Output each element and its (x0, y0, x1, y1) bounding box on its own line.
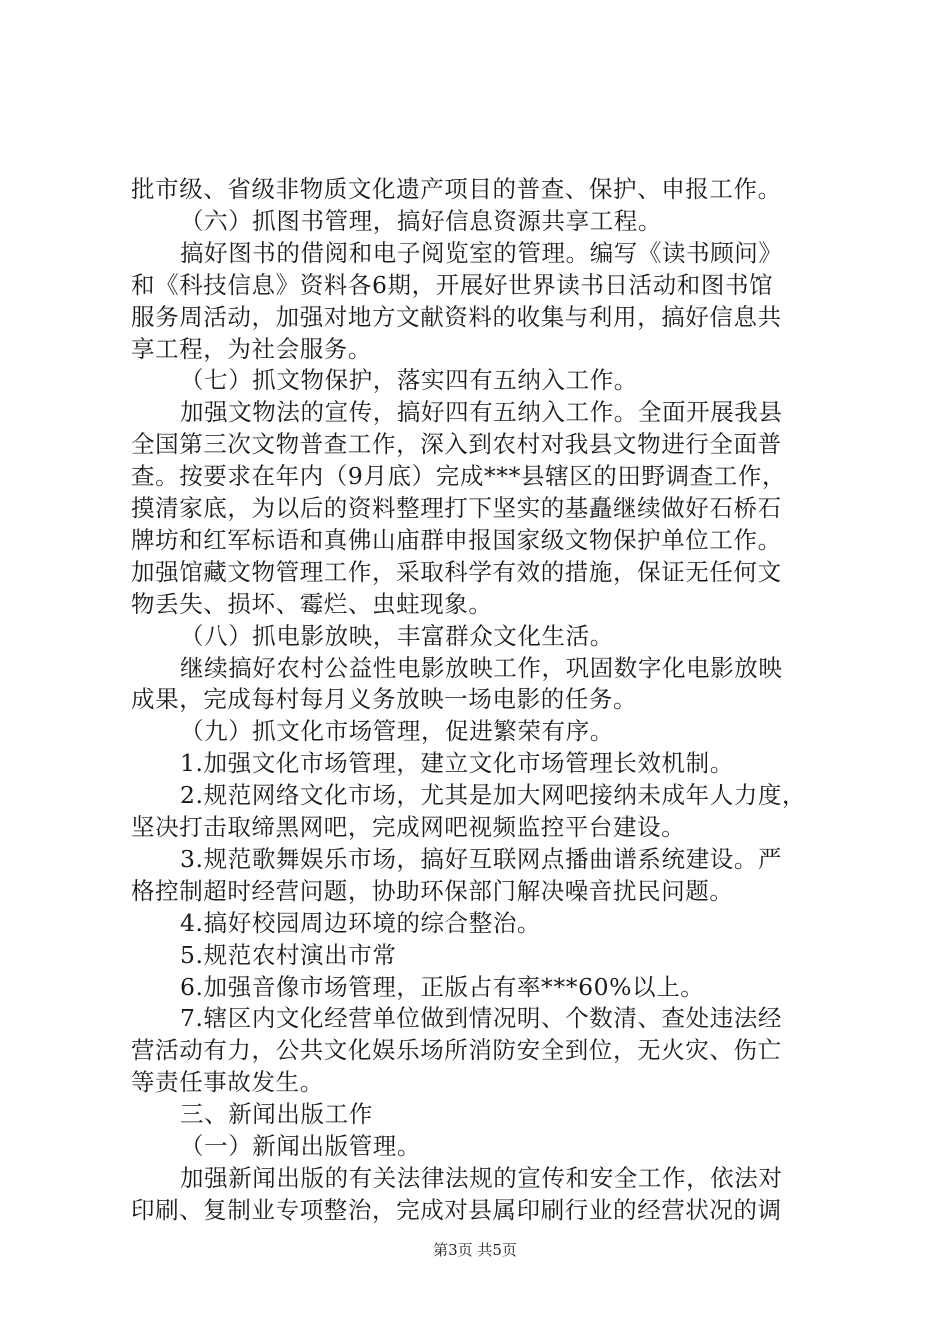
text-line: 1.加强文化市场管理，建立文化市场管理长效机制。 (180, 749, 734, 778)
text-line: 2.规范网络文化市场，尤其是加大网吧接纳未成年人力度， (180, 781, 807, 810)
text-line: 加强新闻出版的有关法律法规的宣传和安全工作，依法对 (180, 1163, 783, 1192)
text-line: 7.辖区内文化经营单位做到情况明、个数清、查处违法经 (180, 1004, 783, 1033)
text-line: 格控制超时经营问题，协助环保部门解决噪音扰民问题。 (131, 876, 734, 905)
text-line: 享工程，为社会服务。 (131, 334, 372, 363)
text-line: 牌坊和红军标语和真佛山庙群申报国家级文物保护单位工作。 (131, 525, 782, 554)
text-line: 等责任事故发生。 (131, 1068, 324, 1097)
text-line: （九）抓文化市场管理，促进繁荣有序。 (180, 717, 614, 746)
text-line: 成果，完成每村每月义务放映一场电影的任务。 (131, 685, 638, 714)
text-line: 摸清家底，为以后的资料整理打下坚实的基矗继续做好石桥石 (131, 494, 782, 522)
text-line: 加强文物法的宣传，搞好四有五纳入工作。全面开展我县 (180, 398, 783, 427)
text-line: 坚决打击取缔黑网吧，完成网吧视频监控平台建设。 (131, 813, 686, 841)
text-line: 加强馆藏文物管理工作，采取科学有效的措施，保证无任何文 (131, 557, 782, 586)
text-line: 搞好图书的借阅和电子阅览室的管理。编写《读书顾问》 (180, 238, 783, 267)
page-footer: 第3页 共5页 (433, 1241, 517, 1259)
text-line: 营活动有力，公共文化娱乐场所消防安全到位，无火灾、伤亡 (131, 1036, 782, 1065)
text-line: 查。按要求在年内（9月底）完成***县辖区的田野调查工作， (131, 462, 787, 491)
text-line: （一）新闻出版管理。 (180, 1132, 421, 1160)
text-line: 和《科技信息》资料各6期，开展好世界读书日活动和图书馆 (131, 270, 774, 299)
text-line: 继续搞好农村公益性电影放映工作，巩固数字化电影放映 (180, 653, 783, 682)
text-line: 5.规范农村演出市常 (180, 940, 397, 969)
text-line: 全国第三次文物普查工作，深入到农村对我县文物进行全面普 (131, 430, 782, 459)
text-line: 4.搞好校园周边环境的综合整治。 (180, 908, 542, 937)
text-line: 印刷、复制业专项整治，完成对县属印刷行业的经营状况的调 (131, 1195, 782, 1224)
text-line: 3.规范歌舞娱乐市场，搞好互联网点播曲谱系统建设。严 (180, 844, 783, 873)
text-line: 服务周活动，加强对地方文献资料的收集与利用，搞好信息共 (131, 302, 782, 331)
text-line: 三、新闻出版工作 (180, 1100, 373, 1129)
text-line: 6.加强音像市场管理，正版占有率***60%以上。 (180, 972, 705, 1001)
text-line: 批市级、省级非物质文化遗产项目的普查、保护、申报工作。 (131, 175, 782, 203)
text-line: 物丢失、损坏、霉烂、虫蛀现象。 (131, 589, 493, 618)
text-line: （八）抓电影放映，丰富群众文化生活。 (180, 621, 614, 650)
text-line: （七）抓文物保护，落实四有五纳入工作。 (180, 366, 638, 395)
text-line: （六）抓图书管理，搞好信息资源共享工程。 (180, 206, 662, 235)
